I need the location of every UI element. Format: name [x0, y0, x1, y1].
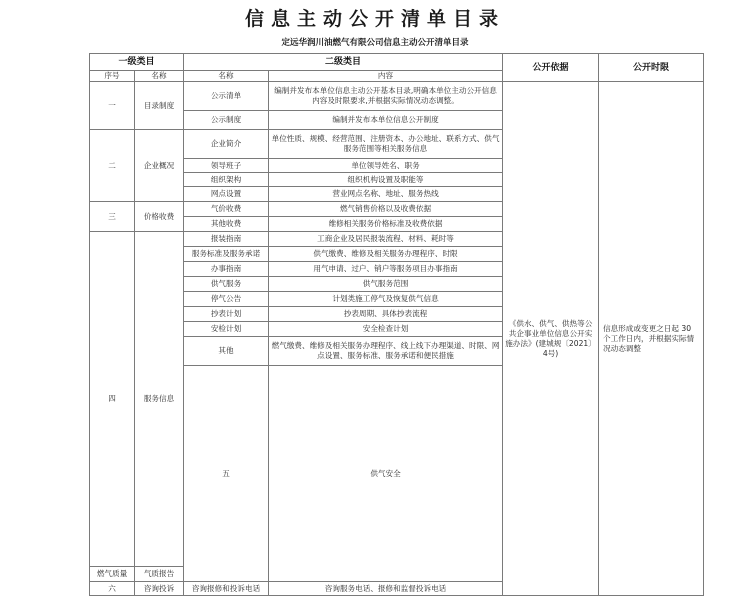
item-content: 供气缴费、维修及相关服务办理程序、时限 [269, 247, 503, 262]
item-name: 企业简介 [184, 130, 269, 159]
table-row [90, 82, 704, 111]
header-seq: 序号 [90, 71, 135, 82]
item-name: 办事指南 [184, 262, 269, 277]
group-seq: 五 [184, 366, 269, 582]
item-name: 领导班子 [184, 159, 269, 173]
header-name1: 名称 [135, 71, 184, 82]
group-name: 企业概况 [135, 130, 184, 202]
item-content: 安全检查计划 [269, 322, 503, 337]
item-content: 气质报告 [135, 567, 184, 582]
item-content: 工商企业及居民报装流程、材料、耗时等 [269, 232, 503, 247]
header-content: 内容 [269, 71, 503, 82]
item-name: 公示清单 [184, 82, 269, 111]
item-name: 报装指南 [184, 232, 269, 247]
item-name: 公示制度 [184, 111, 269, 130]
header-level1: 一级类目 [90, 54, 184, 71]
item-name: 其他收费 [184, 217, 269, 232]
header-row-1 [90, 54, 704, 71]
group-seq: 二 [90, 130, 135, 202]
item-content: 营业网点名称、地址、服务热线 [269, 187, 503, 202]
item-content: 单位性质、规模、经营范围、注册资本、办公地址、联系方式、供气服务范围等相关服务信息 [269, 130, 503, 159]
item-content: 维修相关服务价格标准及收费依据 [269, 217, 503, 232]
item-content: 计划类施工停气及恢复供气信息 [269, 292, 503, 307]
group-name: 服务信息 [135, 232, 184, 567]
item-content: 抄表周期、具体抄表流程 [269, 307, 503, 322]
disclosure-table [89, 53, 704, 596]
item-name: 网点设置 [184, 187, 269, 202]
item-name: 抄表计划 [184, 307, 269, 322]
item-content: 燃气缴费、维修及相关服务办理程序、线上线下办理渠道、时限、网点设置、服务标准、服务承诺和便民措施 [269, 337, 503, 366]
item-name: 其他 [184, 337, 269, 366]
item-content: 供气服务范围 [269, 277, 503, 292]
item-name: 停气公告 [184, 292, 269, 307]
header-level2: 二级类目 [184, 54, 503, 71]
item-name: 组织架构 [184, 173, 269, 187]
item-content: 组织机构设置及职能等 [269, 173, 503, 187]
group-name: 目录制度 [135, 82, 184, 130]
item-content: 编制并发布本单位信息公开制度 [269, 111, 503, 130]
item-name: 安检计划 [184, 322, 269, 337]
page-title: 信息主动公开清单目录 [244, 8, 505, 30]
page-subtitle: 定远华润川油燃气有限公司信息主动公开清单目录 [281, 38, 469, 48]
time-cell: 信息形成或变更之日起 30 个工作日内，并根据实际情况动态调整 [599, 82, 704, 596]
group-name: 价格收费 [135, 202, 184, 232]
item-name: 气价收费 [184, 202, 269, 217]
item-content: 用气申请、过户、销户等服务项目办事指南 [269, 262, 503, 277]
group-seq: 四 [90, 232, 135, 567]
item-name: 咨询报修和投诉电话 [184, 582, 269, 596]
item-content: 燃气销售价格以及收费依据 [269, 202, 503, 217]
header-time: 公开时限 [599, 54, 704, 82]
item-content: 编制并发布本单位信息主动公开基本目录,明确本单位主动公开信息内容及时限要求,并根据实际情况动态调整。 [269, 82, 503, 111]
header-basis: 公开依据 [503, 54, 599, 82]
group-name: 咨询投诉 [135, 582, 184, 596]
group-name: 供气安全 [269, 366, 503, 582]
header-name2: 名称 [184, 71, 269, 82]
basis-cell: 《供水、供气、供热等公共企事业单位信息公开实施办法》(建城规〔2021〕4号) [503, 82, 599, 596]
group-seq: 一 [90, 82, 135, 130]
item-name: 燃气质量 [90, 567, 135, 582]
item-content: 单位领导姓名、职务 [269, 159, 503, 173]
group-seq: 六 [90, 582, 135, 596]
item-content: 咨询服务电话、报修和监督投诉电话 [269, 582, 503, 596]
item-name: 供气服务 [184, 277, 269, 292]
group-seq: 三 [90, 202, 135, 232]
item-name: 服务标准及服务承诺 [184, 247, 269, 262]
